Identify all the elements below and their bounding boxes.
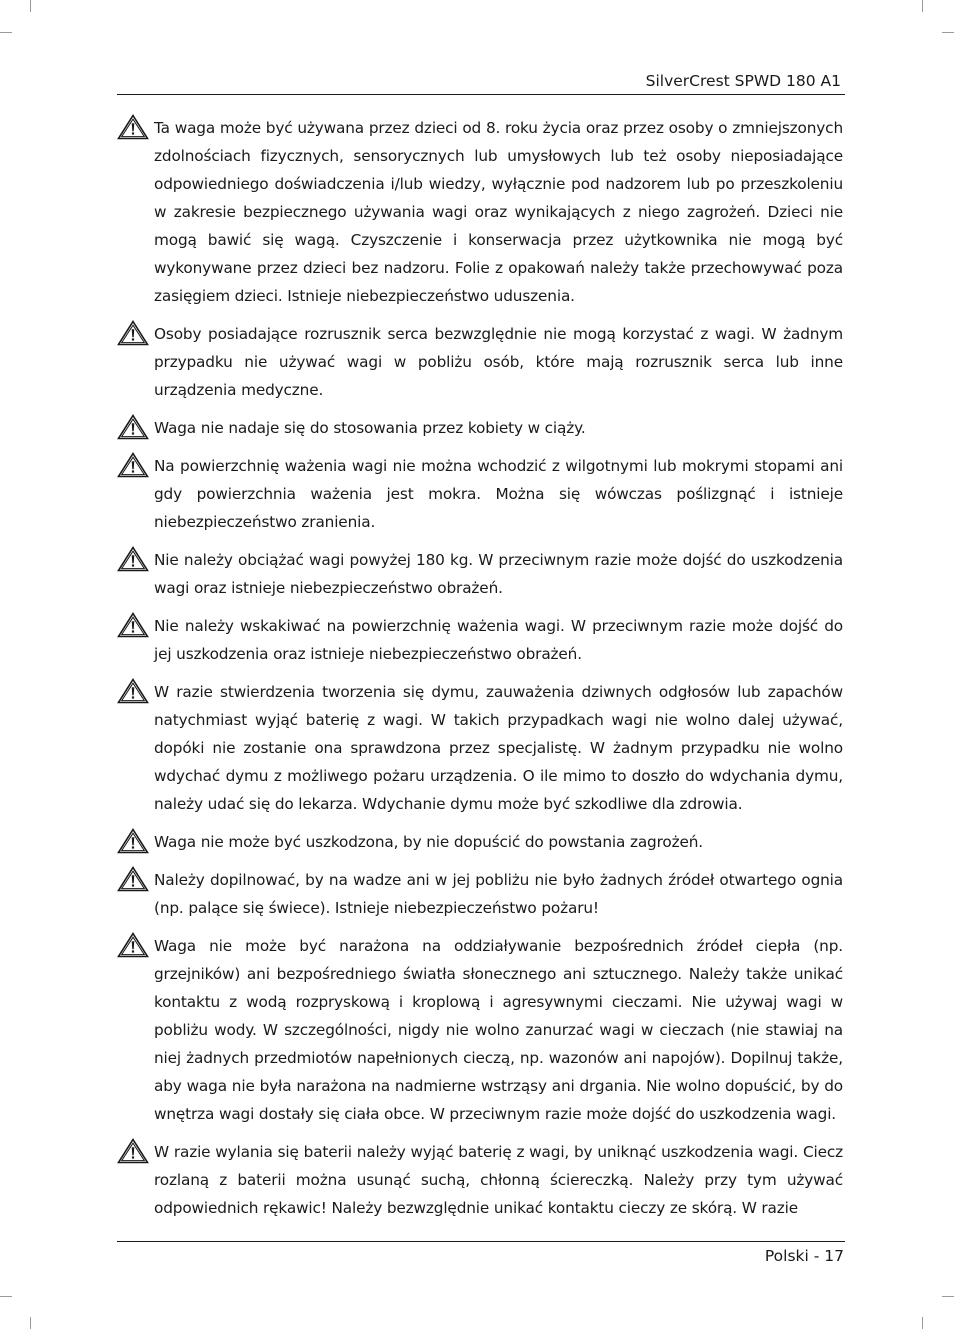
crop-mark: [30, 0, 31, 12]
warning-text: Nie należy obciążać wagi powyżej 180 kg. W przeciwnym razie może dojść do uszkodzenia wagi oraz istnieje niebezpieczeństwo obrażeń.: [154, 551, 843, 597]
crop-mark: [922, 1317, 923, 1329]
crop-mark: [30, 1317, 31, 1329]
warning-item: [117, 546, 843, 602]
warning-item: [117, 114, 843, 310]
warning-triangle-icon: [117, 414, 149, 440]
warning-triangle-icon: [117, 678, 149, 704]
warning-text: Waga nie może być uszkodzona, by nie dopuścić do powstania zagrożeń.: [154, 833, 704, 851]
page-header-title: SilverCrest SPWD 180 A1: [645, 72, 841, 90]
header-rule: [117, 94, 845, 95]
warning-item: [117, 932, 843, 1128]
warning-triangle-icon: [117, 452, 149, 478]
warning-text: Należy dopilnować, by na wadze ani w jej pobliżu nie było żadnych źródeł otwartego ognia (np. palące się świece). Istnieje niebezpieczeństwo pożaru!: [154, 871, 843, 917]
warning-item: [117, 612, 843, 668]
crop-mark: [922, 0, 923, 12]
warning-text: Waga nie może być narażona na oddziaływanie bezpośrednich źródeł ciepła (np. grzejników) ani bezpośredniego światła słonecznego ani sztucznego. Należy także unikać kontaktu z wodą rozpryskową i kroplową i agresywnymi cieczami. Nie używaj wagi w pobliżu wody. W szczególności, nigdy nie wolno zanurzać wagi w cieczach (nie stawiaj na niej żadnych przedmiotów napełnionych cieczą, np. wazonów ani napojów). Dopilnuj także, aby waga nie była narażona na nadmierne wstrząsy ani drgania. Nie wolno dopuścić, by do wnętrza wagi dostały się ciała obce. W przeciwnym razie może dojść do uszkodzenia wagi.: [154, 937, 843, 1123]
warning-triangle-icon: [117, 612, 149, 638]
warning-text: Osoby posiadające rozrusznik serca bezwzględnie nie mogą korzystać z wagi. W żadnym przypadku nie używać wagi w pobliżu osób, które mają rozrusznik serca lub inne urządzenia medyczne.: [154, 325, 843, 399]
warning-triangle-icon: [117, 866, 149, 892]
warning-item: [117, 414, 843, 442]
warning-triangle-icon: [117, 828, 149, 854]
warning-item: [117, 866, 843, 922]
crop-mark: [0, 1296, 12, 1297]
crop-mark: [0, 32, 12, 33]
warning-item: [117, 320, 843, 404]
warning-text: W razie stwierdzenia tworzenia się dymu, zauważenia dziwnych odgłosów lub zapachów natychmiast wyjąć baterię z wagi. W takich przypadkach wagi nie wolno dalej używać, dopóki nie zostanie ona sprawdzona przez specjalistę. W żadnym przypadku nie wolno wdychać dymu z możliwego pożaru urządzenia. O ile mimo to doszło do wdychania dymu, należy udać się do lekarza. Wdychanie dymu może być szkodliwe dla zdrowia.: [154, 683, 843, 813]
warning-item: [117, 678, 843, 818]
warning-text: Na powierzchnię ważenia wagi nie można wchodzić z wilgotnymi lub mokrymi stopami ani gdy powierzchnia ważenia jest mokra. Można się wówczas poślizgnąć i istnieje niebezpieczeństwo zranienia.: [154, 457, 843, 531]
warning-text: Nie należy wskakiwać na powierzchnię ważenia wagi. W przeciwnym razie może dojść do jej uszkodzenia oraz istnieje niebezpieczeństwo obrażeń.: [154, 617, 843, 663]
warning-text: Ta waga może być używana przez dzieci od 8. roku życia oraz przez osoby o zmniejszonych zdolnościach fizycznych, sensorycznych lub umysłowych lub też osoby nieposiadające odpowiedniego doświadczenia i/lub wiedzy, wyłącznie pod nadzorem lub po przeszkoleniu w zakresie bezpiecznego używania wagi oraz wynikających z niego zagrożeń. Dzieci nie mogą bawić się wagą. Czyszczenie i konserwacja przez użytkownika nie mogą być wykonywane przez dzieci bez nadzoru. Folie z opakowań należy także przechowywać poza zasięgiem dzieci. Istnieje niebezpieczeństwo uduszenia.: [154, 119, 843, 305]
warning-item: [117, 452, 843, 536]
warning-triangle-icon: [117, 114, 149, 140]
warning-triangle-icon: [117, 1138, 149, 1164]
page-number: Polski - 17: [764, 1247, 844, 1265]
warning-triangle-icon: [117, 932, 149, 958]
warning-item: [117, 1138, 843, 1222]
safety-warnings-list: [117, 114, 843, 1224]
warning-triangle-icon: [117, 546, 149, 572]
warning-triangle-icon: [117, 320, 149, 346]
crop-mark: [942, 32, 954, 33]
warning-text: Waga nie nadaje się do stosowania przez kobiety w ciąży.: [154, 419, 586, 437]
crop-mark: [942, 1296, 954, 1297]
footer-rule: [117, 1241, 845, 1242]
warning-text: W razie wylania się baterii należy wyjąć baterię z wagi, by uniknąć uszkodzenia wagi. Ciecz rozlaną z baterii można usunąć suchą, chłonną ściereczką. Należy przy tym używać odpowiednich rękawic! Należy bezwzględnie unikać kontaktu cieczy ze skórą. W razie: [154, 1143, 843, 1217]
warning-item: [117, 828, 843, 856]
